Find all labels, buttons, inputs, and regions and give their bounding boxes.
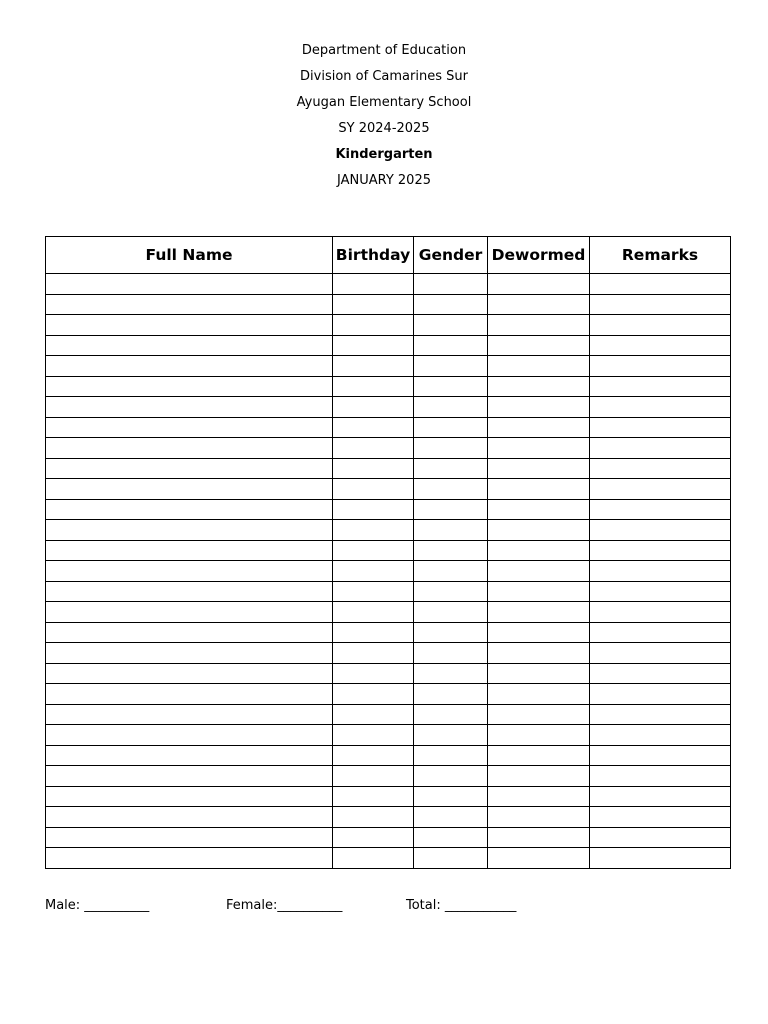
dewormed-cell[interactable] — [488, 438, 590, 459]
full-name-cell[interactable] — [46, 356, 333, 377]
dewormed-cell[interactable] — [488, 540, 590, 561]
dewormed-cell[interactable] — [488, 807, 590, 828]
remarks-cell[interactable] — [590, 294, 731, 315]
dewormed-cell[interactable] — [488, 622, 590, 643]
gender-cell[interactable] — [414, 786, 488, 807]
birthday-cell[interactable] — [333, 561, 414, 582]
dewormed-cell[interactable] — [488, 294, 590, 315]
gender-cell[interactable] — [414, 827, 488, 848]
column-header-remarks: Remarks — [590, 237, 731, 274]
birthday-cell[interactable] — [333, 540, 414, 561]
table-row — [46, 274, 731, 295]
gender-cell[interactable] — [414, 684, 488, 705]
gender-cell[interactable] — [414, 540, 488, 561]
full-name-cell[interactable] — [46, 643, 333, 664]
dewormed-cell[interactable] — [488, 335, 590, 356]
full-name-cell[interactable] — [46, 766, 333, 787]
dewormed-cell[interactable] — [488, 561, 590, 582]
division-title: Division of Camarines Sur — [300, 69, 468, 84]
dewormed-cell[interactable] — [488, 315, 590, 336]
remarks-cell[interactable] — [590, 602, 731, 623]
remarks-cell[interactable] — [590, 438, 731, 459]
dewormed-cell[interactable] — [488, 417, 590, 438]
full-name-cell[interactable] — [46, 397, 333, 418]
birthday-cell[interactable] — [333, 684, 414, 705]
tally-footer — [0, 897, 768, 915]
birthday-cell[interactable] — [333, 622, 414, 643]
gender-cell[interactable] — [414, 458, 488, 479]
birthday-cell[interactable] — [333, 315, 414, 336]
birthday-cell[interactable] — [333, 479, 414, 500]
remarks-cell[interactable] — [590, 458, 731, 479]
remarks-cell[interactable] — [590, 315, 731, 336]
gender-cell[interactable] — [414, 315, 488, 336]
gender-cell[interactable] — [414, 622, 488, 643]
gender-cell[interactable] — [414, 376, 488, 397]
gender-cell[interactable] — [414, 643, 488, 664]
table-row — [46, 438, 731, 459]
gender-cell[interactable] — [414, 274, 488, 295]
dewormed-cell[interactable] — [488, 520, 590, 541]
birthday-cell[interactable] — [333, 397, 414, 418]
dewormed-cell[interactable] — [488, 397, 590, 418]
birthday-cell[interactable] — [333, 520, 414, 541]
dewormed-cell[interactable] — [488, 848, 590, 869]
table-header-row — [46, 237, 731, 274]
table-row — [46, 397, 731, 418]
full-name-cell[interactable] — [46, 438, 333, 459]
birthday-cell[interactable] — [333, 725, 414, 746]
birthday-cell[interactable] — [333, 356, 414, 377]
full-name-cell[interactable] — [46, 417, 333, 438]
birthday-cell[interactable] — [333, 458, 414, 479]
remarks-cell[interactable] — [590, 540, 731, 561]
gender-cell[interactable] — [414, 479, 488, 500]
dewormed-cell[interactable] — [488, 827, 590, 848]
table-row — [46, 766, 731, 787]
birthday-cell[interactable] — [333, 294, 414, 315]
remarks-cell[interactable] — [590, 581, 731, 602]
remarks-cell[interactable] — [590, 786, 731, 807]
gender-cell[interactable] — [414, 745, 488, 766]
full-name-cell[interactable] — [46, 581, 333, 602]
remarks-cell[interactable] — [590, 520, 731, 541]
table-row — [46, 622, 731, 643]
full-name-cell[interactable] — [46, 561, 333, 582]
gender-cell[interactable] — [414, 397, 488, 418]
full-name-cell[interactable] — [46, 602, 333, 623]
full-name-cell[interactable] — [46, 499, 333, 520]
total-count-field: Total: ___________ — [406, 898, 517, 913]
birthday-cell[interactable] — [333, 376, 414, 397]
dewormed-cell[interactable] — [488, 786, 590, 807]
full-name-cell[interactable] — [46, 622, 333, 643]
table-row — [46, 499, 731, 520]
full-name-cell[interactable] — [46, 745, 333, 766]
table-row — [46, 581, 731, 602]
full-name-cell[interactable] — [46, 294, 333, 315]
gender-cell[interactable] — [414, 581, 488, 602]
full-name-cell[interactable] — [46, 827, 333, 848]
birthday-cell[interactable] — [333, 766, 414, 787]
table-row — [46, 684, 731, 705]
table-row — [46, 704, 731, 725]
table-row — [46, 479, 731, 500]
dewormed-cell[interactable] — [488, 376, 590, 397]
student-roster-table — [45, 236, 731, 869]
remarks-cell[interactable] — [590, 745, 731, 766]
gender-cell[interactable] — [414, 294, 488, 315]
table-row — [46, 417, 731, 438]
table-row — [46, 827, 731, 848]
birthday-cell[interactable] — [333, 663, 414, 684]
table-row — [46, 520, 731, 541]
birthday-cell[interactable] — [333, 807, 414, 828]
table-row — [46, 335, 731, 356]
full-name-cell[interactable] — [46, 725, 333, 746]
full-name-cell[interactable] — [46, 807, 333, 828]
remarks-cell[interactable] — [590, 704, 731, 725]
remarks-cell[interactable] — [590, 827, 731, 848]
dewormed-cell[interactable] — [488, 643, 590, 664]
table-row — [46, 561, 731, 582]
remarks-cell[interactable] — [590, 766, 731, 787]
full-name-cell[interactable] — [46, 704, 333, 725]
dewormed-cell[interactable] — [488, 479, 590, 500]
dewormed-cell[interactable] — [488, 704, 590, 725]
remarks-cell[interactable] — [590, 499, 731, 520]
column-header-birthday: Birthday — [333, 237, 414, 274]
table-row — [46, 807, 731, 828]
month-label: JANUARY 2025 — [337, 173, 431, 188]
dewormed-cell[interactable] — [488, 602, 590, 623]
gender-cell[interactable] — [414, 438, 488, 459]
gender-cell[interactable] — [414, 335, 488, 356]
table-row — [46, 745, 731, 766]
grade-level: Kindergarten — [335, 147, 433, 162]
school-name: Ayugan Elementary School — [296, 95, 472, 110]
birthday-cell[interactable] — [333, 417, 414, 438]
full-name-cell[interactable] — [46, 663, 333, 684]
full-name-cell[interactable] — [46, 315, 333, 336]
school-year: SY 2024-2025 — [338, 121, 430, 136]
full-name-cell[interactable] — [46, 458, 333, 479]
gender-cell[interactable] — [414, 848, 488, 869]
gender-cell[interactable] — [414, 725, 488, 746]
remarks-cell[interactable] — [590, 417, 731, 438]
male-count-field: Male: __________ — [45, 898, 150, 913]
birthday-cell[interactable] — [333, 643, 414, 664]
table-row — [46, 540, 731, 561]
remarks-cell[interactable] — [590, 643, 731, 664]
remarks-cell[interactable] — [590, 274, 731, 295]
birthday-cell[interactable] — [333, 438, 414, 459]
dewormed-cell[interactable] — [488, 745, 590, 766]
birthday-cell[interactable] — [333, 335, 414, 356]
gender-cell[interactable] — [414, 499, 488, 520]
table-row — [46, 725, 731, 746]
birthday-cell[interactable] — [333, 499, 414, 520]
remarks-cell[interactable] — [590, 356, 731, 377]
table-body — [46, 274, 731, 869]
remarks-cell[interactable] — [590, 848, 731, 869]
gender-cell[interactable] — [414, 807, 488, 828]
gender-cell[interactable] — [414, 663, 488, 684]
remarks-cell[interactable] — [590, 397, 731, 418]
full-name-cell[interactable] — [46, 376, 333, 397]
dewormed-cell[interactable] — [488, 274, 590, 295]
remarks-cell[interactable] — [590, 807, 731, 828]
document-header — [0, 38, 768, 194]
full-name-cell[interactable] — [46, 848, 333, 869]
gender-cell[interactable] — [414, 561, 488, 582]
full-name-cell[interactable] — [46, 540, 333, 561]
dewormed-cell[interactable] — [488, 499, 590, 520]
dewormed-cell[interactable] — [488, 458, 590, 479]
remarks-cell[interactable] — [590, 622, 731, 643]
birthday-cell[interactable] — [333, 704, 414, 725]
dewormed-cell[interactable] — [488, 356, 590, 377]
table-row — [46, 294, 731, 315]
remarks-cell[interactable] — [590, 561, 731, 582]
birthday-cell[interactable] — [333, 786, 414, 807]
birthday-cell[interactable] — [333, 581, 414, 602]
table-row — [46, 458, 731, 479]
birthday-cell[interactable] — [333, 602, 414, 623]
remarks-cell[interactable] — [590, 479, 731, 500]
table-row — [46, 376, 731, 397]
dewormed-cell[interactable] — [488, 581, 590, 602]
full-name-cell[interactable] — [46, 335, 333, 356]
remarks-cell[interactable] — [590, 725, 731, 746]
full-name-cell[interactable] — [46, 786, 333, 807]
full-name-cell[interactable] — [46, 520, 333, 541]
table-row — [46, 786, 731, 807]
birthday-cell[interactable] — [333, 745, 414, 766]
table-row — [46, 602, 731, 623]
table-row — [46, 356, 731, 377]
column-header-gender: Gender — [414, 237, 488, 274]
full-name-cell[interactable] — [46, 479, 333, 500]
remarks-cell[interactable] — [590, 335, 731, 356]
column-header-full-name: Full Name — [46, 237, 333, 274]
dewormed-cell[interactable] — [488, 663, 590, 684]
table-row — [46, 643, 731, 664]
column-header-dewormed: Dewormed — [488, 237, 590, 274]
table-row — [46, 848, 731, 869]
birthday-cell[interactable] — [333, 274, 414, 295]
dewormed-cell[interactable] — [488, 684, 590, 705]
gender-cell[interactable] — [414, 520, 488, 541]
table-row — [46, 663, 731, 684]
gender-cell[interactable] — [414, 602, 488, 623]
gender-cell[interactable] — [414, 417, 488, 438]
department-title: Department of Education — [301, 43, 467, 58]
full-name-cell[interactable] — [46, 274, 333, 295]
table-row — [46, 315, 731, 336]
dewormed-cell[interactable] — [488, 725, 590, 746]
gender-cell[interactable] — [414, 704, 488, 725]
dewormed-cell[interactable] — [488, 766, 590, 787]
gender-cell[interactable] — [414, 766, 488, 787]
remarks-cell[interactable] — [590, 684, 731, 705]
remarks-cell[interactable] — [590, 663, 731, 684]
gender-cell[interactable] — [414, 356, 488, 377]
female-count-field: Female:__________ — [226, 898, 343, 913]
birthday-cell[interactable] — [333, 848, 414, 869]
remarks-cell[interactable] — [590, 376, 731, 397]
full-name-cell[interactable] — [46, 684, 333, 705]
birthday-cell[interactable] — [333, 827, 414, 848]
